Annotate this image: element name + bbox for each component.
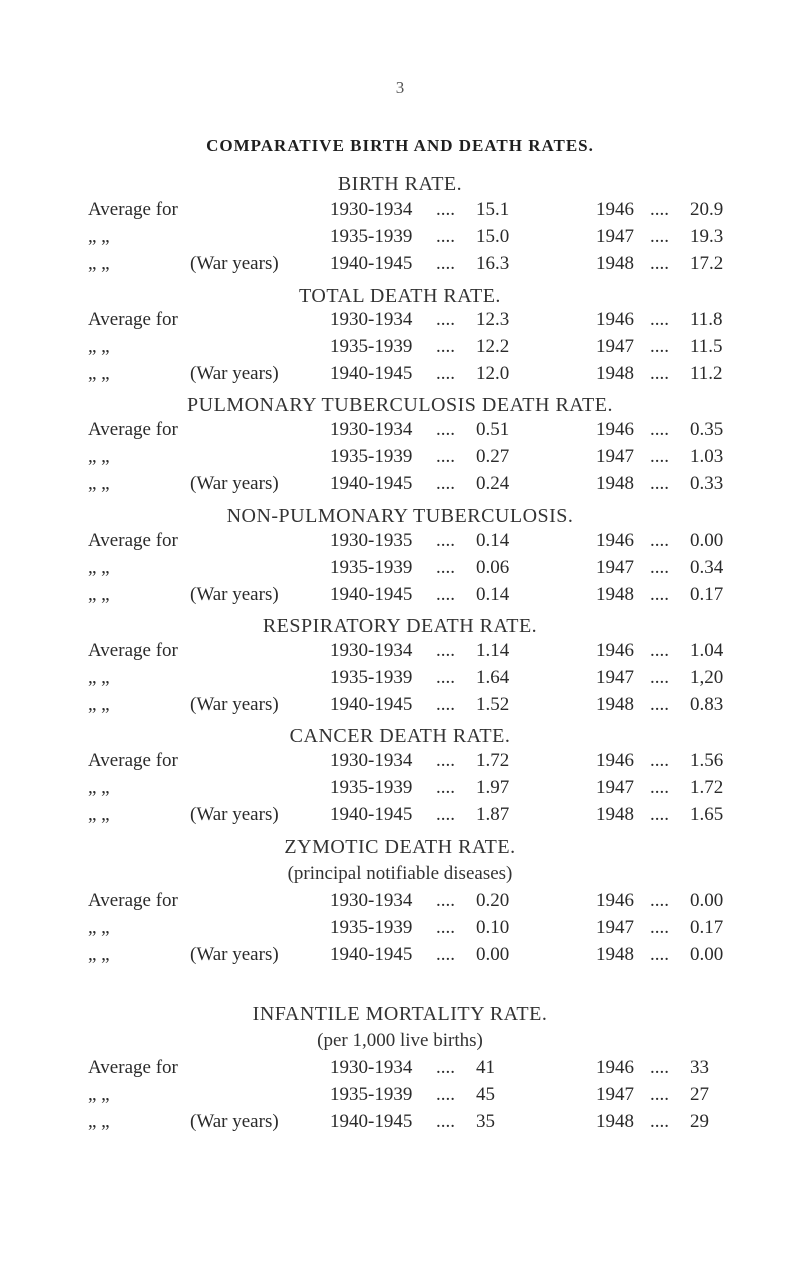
section-title: PULMONARY TUBERCULOSIS DEATH RATE. [187, 394, 613, 416]
dot-leader: .... [436, 199, 455, 220]
period-label: 1940-1945 [330, 694, 413, 715]
dot-leader: .... [650, 309, 669, 330]
dot-leader: .... [650, 584, 669, 605]
year-label: 1946 [596, 309, 634, 330]
dot-leader: .... [650, 750, 669, 771]
row-label: Average for [88, 1057, 178, 1078]
period-label: 1930-1934 [330, 1057, 413, 1078]
rate-row [0, 777, 800, 803]
year-label: 1948 [596, 253, 634, 274]
period-rate-value: 0.06 [476, 557, 510, 578]
rate-row [0, 473, 800, 499]
year-rate-value: 0.00 [690, 944, 724, 965]
year-label: 1948 [596, 804, 634, 825]
dot-leader: .... [436, 1057, 455, 1078]
rate-row [0, 667, 800, 693]
dot-leader: .... [436, 944, 455, 965]
section-title: BIRTH RATE. [337, 173, 463, 195]
dot-leader: .... [436, 917, 455, 938]
period-rate-value: 0.51 [476, 419, 510, 440]
year-label: 1946 [596, 890, 634, 911]
dot-leader: .... [436, 419, 455, 440]
row-label: „ „ [88, 1111, 110, 1132]
period-label: 1930-1934 [330, 890, 413, 911]
war-years-label: (War years) [190, 804, 279, 825]
period-label: 1930-1934 [330, 419, 413, 440]
war-years-label: (War years) [190, 1111, 279, 1132]
period-label: 1935-1939 [330, 917, 413, 938]
dot-leader: .... [650, 530, 669, 551]
year-rate-value: 20.9 [690, 199, 724, 220]
dot-leader: .... [650, 640, 669, 661]
period-rate-value: 16.3 [476, 253, 510, 274]
year-label: 1948 [596, 363, 634, 384]
rate-row [0, 530, 800, 556]
dot-leader: .... [650, 557, 669, 578]
row-label: „ „ [88, 777, 110, 798]
year-rate-value: 11.8 [690, 309, 723, 330]
period-label: 1940-1945 [330, 944, 413, 965]
year-rate-value: 0.00 [690, 530, 724, 551]
year-rate-value: 1.72 [690, 777, 724, 798]
year-label: 1947 [596, 917, 634, 938]
page-number: 3 [395, 78, 405, 97]
row-label: „ „ [88, 446, 110, 467]
period-label: 1935-1939 [330, 667, 413, 688]
year-label: 1946 [596, 640, 634, 661]
dot-leader: .... [650, 226, 669, 247]
period-rate-value: 1.14 [476, 640, 510, 661]
war-years-label: (War years) [190, 253, 279, 274]
period-label: 1935-1939 [330, 777, 413, 798]
row-label: „ „ [88, 584, 110, 605]
rate-row [0, 804, 800, 830]
period-rate-value: 0.14 [476, 584, 510, 605]
dot-leader: .... [650, 1057, 669, 1078]
rate-row [0, 309, 800, 335]
rate-row [0, 419, 800, 445]
row-label: „ „ [88, 804, 110, 825]
year-rate-value: 0.34 [690, 557, 724, 578]
row-label: „ „ [88, 473, 110, 494]
year-rate-value: 0.83 [690, 694, 724, 715]
period-rate-value: 0.20 [476, 890, 510, 911]
period-rate-value: 0.27 [476, 446, 510, 467]
section-title: RESPIRATORY DEATH RATE. [262, 615, 538, 637]
row-label: Average for [88, 750, 178, 771]
year-rate-value: 0.35 [690, 419, 724, 440]
dot-leader: .... [436, 363, 455, 384]
period-rate-value: 45 [476, 1084, 495, 1105]
year-rate-value: 1.03 [690, 446, 724, 467]
dot-leader: .... [436, 750, 455, 771]
dot-leader: .... [650, 446, 669, 467]
dot-leader: .... [650, 917, 669, 938]
row-label: Average for [88, 530, 178, 551]
section-title: INFANTILE MORTALITY RATE. [252, 1003, 548, 1025]
rate-row [0, 584, 800, 610]
dot-leader: .... [436, 530, 455, 551]
period-label: 1930-1934 [330, 199, 413, 220]
dot-leader: .... [436, 694, 455, 715]
year-rate-value: 33 [690, 1057, 709, 1078]
period-rate-value: 12.3 [476, 309, 510, 330]
rate-row [0, 363, 800, 389]
row-label: Average for [88, 309, 178, 330]
period-rate-value: 0.00 [476, 944, 510, 965]
year-label: 1947 [596, 557, 634, 578]
dot-leader: .... [436, 1084, 455, 1105]
row-label: „ „ [88, 694, 110, 715]
period-rate-value: 41 [476, 1057, 495, 1078]
row-label: „ „ [88, 557, 110, 578]
dot-leader: .... [436, 309, 455, 330]
dot-leader: .... [436, 584, 455, 605]
rate-row [0, 944, 800, 970]
year-rate-value: 1.65 [690, 804, 724, 825]
rate-row [0, 336, 800, 362]
war-years-label: (War years) [190, 363, 279, 384]
period-rate-value: 15.0 [476, 226, 510, 247]
section-title: CANCER DEATH RATE. [289, 725, 511, 747]
rate-row [0, 750, 800, 776]
war-years-label: (War years) [190, 584, 279, 605]
period-label: 1935-1939 [330, 226, 413, 247]
period-rate-value: 1.64 [476, 667, 510, 688]
period-label: 1940-1945 [330, 253, 413, 274]
section-title: TOTAL DEATH RATE. [299, 285, 501, 307]
year-rate-value: 1.56 [690, 750, 724, 771]
rate-row [0, 557, 800, 583]
dot-leader: .... [650, 199, 669, 220]
period-rate-value: 1.97 [476, 777, 510, 798]
dot-leader: .... [436, 446, 455, 467]
dot-leader: .... [650, 694, 669, 715]
period-label: 1935-1939 [330, 336, 413, 357]
rate-row [0, 640, 800, 666]
year-rate-value: 29 [690, 1111, 709, 1132]
rate-row [0, 694, 800, 720]
year-label: 1946 [596, 419, 634, 440]
row-label: „ „ [88, 944, 110, 965]
dot-leader: .... [650, 253, 669, 274]
row-label: „ „ [88, 1084, 110, 1105]
dot-leader: .... [436, 226, 455, 247]
year-rate-value: 19.3 [690, 226, 724, 247]
year-label: 1947 [596, 777, 634, 798]
row-label: „ „ [88, 667, 110, 688]
row-label: Average for [88, 890, 178, 911]
year-rate-value: 11.5 [690, 336, 723, 357]
year-rate-value: 27 [690, 1084, 709, 1105]
year-label: 1947 [596, 446, 634, 467]
dot-leader: .... [650, 473, 669, 494]
year-label: 1946 [596, 199, 634, 220]
row-label: Average for [88, 640, 178, 661]
dot-leader: .... [436, 804, 455, 825]
dot-leader: .... [650, 336, 669, 357]
period-label: 1940-1945 [330, 584, 413, 605]
section-title: ZYMOTIC DEATH RATE. [284, 836, 516, 858]
rate-row [0, 1111, 800, 1137]
dot-leader: .... [650, 944, 669, 965]
dot-leader: .... [650, 777, 669, 798]
dot-leader: .... [650, 1111, 669, 1132]
year-label: 1948 [596, 584, 634, 605]
period-rate-value: 1.72 [476, 750, 510, 771]
year-label: 1947 [596, 667, 634, 688]
period-rate-value: 0.24 [476, 473, 510, 494]
row-label: „ „ [88, 226, 110, 247]
year-label: 1948 [596, 944, 634, 965]
dot-leader: .... [650, 1084, 669, 1105]
period-label: 1930-1934 [330, 309, 413, 330]
period-rate-value: 1.52 [476, 694, 510, 715]
dot-leader: .... [436, 890, 455, 911]
dot-leader: .... [436, 336, 455, 357]
year-rate-value: 17.2 [690, 253, 724, 274]
rate-row [0, 890, 800, 916]
year-label: 1948 [596, 473, 634, 494]
dot-leader: .... [650, 890, 669, 911]
dot-leader: .... [436, 777, 455, 798]
section-title: NON-PULMONARY TUBERCULOSIS. [226, 505, 574, 527]
dot-leader: .... [436, 253, 455, 274]
period-label: 1940-1945 [330, 363, 413, 384]
period-rate-value: 12.0 [476, 363, 510, 384]
period-rate-value: 1.87 [476, 804, 510, 825]
period-label: 1930-1934 [330, 750, 413, 771]
year-rate-value: 0.33 [690, 473, 724, 494]
period-label: 1930-1934 [330, 640, 413, 661]
year-rate-value: 0.00 [690, 890, 724, 911]
rate-row [0, 226, 800, 252]
dot-leader: .... [436, 1111, 455, 1132]
row-label: „ „ [88, 253, 110, 274]
period-label: 1935-1939 [330, 557, 413, 578]
period-rate-value: 0.10 [476, 917, 510, 938]
period-rate-value: 12.2 [476, 336, 510, 357]
row-label: „ „ [88, 336, 110, 357]
dot-leader: .... [650, 419, 669, 440]
year-label: 1946 [596, 750, 634, 771]
row-label: „ „ [88, 363, 110, 384]
section-subtitle: (per 1,000 live births) [317, 1030, 483, 1051]
year-rate-value: 11.2 [690, 363, 723, 384]
rate-row [0, 253, 800, 279]
year-rate-value: 1,20 [690, 667, 724, 688]
war-years-label: (War years) [190, 694, 279, 715]
war-years-label: (War years) [190, 473, 279, 494]
dot-leader: .... [650, 804, 669, 825]
period-label: 1935-1939 [330, 446, 413, 467]
dot-leader: .... [436, 640, 455, 661]
rate-row [0, 1057, 800, 1083]
year-rate-value: 0.17 [690, 917, 724, 938]
war-years-label: (War years) [190, 944, 279, 965]
dot-leader: .... [436, 557, 455, 578]
row-label: „ „ [88, 917, 110, 938]
period-label: 1940-1945 [330, 1111, 413, 1132]
rate-row [0, 446, 800, 472]
period-label: 1930-1935 [330, 530, 413, 551]
dot-leader: .... [436, 473, 455, 494]
year-rate-value: 0.17 [690, 584, 724, 605]
row-label: Average for [88, 419, 178, 440]
period-label: 1940-1945 [330, 804, 413, 825]
dot-leader: .... [650, 667, 669, 688]
year-label: 1946 [596, 1057, 634, 1078]
page-title: COMPARATIVE BIRTH AND DEATH RATES. [206, 136, 594, 155]
rate-row [0, 1084, 800, 1110]
year-label: 1947 [596, 336, 634, 357]
year-label: 1947 [596, 226, 634, 247]
section-subtitle: (principal notifiable diseases) [287, 863, 513, 884]
year-label: 1948 [596, 694, 634, 715]
period-label: 1935-1939 [330, 1084, 413, 1105]
year-label: 1947 [596, 1084, 634, 1105]
dot-leader: .... [436, 667, 455, 688]
year-label: 1946 [596, 530, 634, 551]
period-label: 1940-1945 [330, 473, 413, 494]
period-rate-value: 35 [476, 1111, 495, 1132]
rate-row [0, 917, 800, 943]
period-rate-value: 15.1 [476, 199, 510, 220]
year-rate-value: 1.04 [690, 640, 724, 661]
year-label: 1948 [596, 1111, 634, 1132]
rate-row [0, 199, 800, 225]
row-label: Average for [88, 199, 178, 220]
period-rate-value: 0.14 [476, 530, 510, 551]
dot-leader: .... [650, 363, 669, 384]
